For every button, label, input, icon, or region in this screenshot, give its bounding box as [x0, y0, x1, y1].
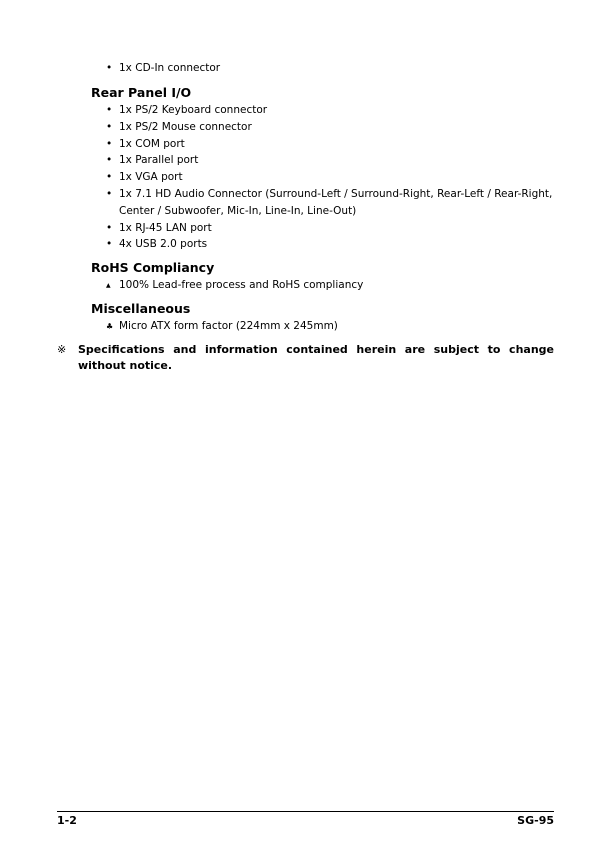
rohs-list: [106, 277, 363, 294]
list-item: [106, 169, 554, 186]
list-item-text: 1x RJ-45 LAN port: [119, 221, 212, 234]
list-item: [106, 102, 554, 119]
misc-list: [106, 318, 338, 335]
spec-notice: [57, 342, 554, 374]
list-item: [106, 236, 554, 253]
list-item-text: 1x PS/2 Keyboard connector: [119, 104, 268, 116]
reference-mark-icon: ※: [57, 343, 67, 356]
list-item-text: 1x 7.1 HD Audio Connector (Surround-Left / Surround-Right, Rear-Left / Rear-Right, Center / Subwoofer, Mic-In, Line-In, Line-Out): [119, 187, 553, 217]
list-item: [106, 136, 554, 153]
bullet-icon: [106, 119, 112, 136]
bullet-icon: [106, 186, 112, 203]
list-item-text: 1x COM port: [119, 137, 185, 150]
list-item: [106, 277, 363, 294]
list-item-text: 1x VGA port: [119, 171, 183, 184]
bullet-icon: [106, 220, 112, 237]
bullet-icon: [106, 60, 112, 77]
rohs-heading: RoHS Compliancy: [91, 260, 215, 275]
bullet-icon: [106, 102, 112, 119]
list-item: [106, 186, 554, 220]
footer-divider: [57, 811, 554, 812]
top-list: [106, 60, 220, 77]
bullet-icon: [106, 236, 112, 253]
triangle-bullet-icon: [106, 277, 111, 295]
bullet-icon: [106, 152, 112, 169]
spec-notice-text: Specifications and information contained herein are subject to change without notice.: [78, 343, 554, 372]
list-item: [106, 220, 554, 237]
list-item-text: Micro ATX form factor (224mm x 245mm): [119, 320, 338, 332]
list-item-text: 100% Lead-free process and RoHS compliancy: [119, 279, 364, 291]
list-item: [106, 60, 220, 77]
rear-panel-list: [106, 102, 554, 253]
list-item-text: 1x Parallel port: [119, 154, 199, 167]
bullet-icon: [106, 136, 112, 153]
club-bullet-icon: [106, 318, 113, 336]
misc-heading: Miscellaneous: [91, 301, 191, 316]
rear-panel-heading: Rear Panel I/O: [91, 85, 192, 100]
list-item: [106, 119, 554, 136]
page-number: 1-2: [57, 814, 77, 827]
list-item: [106, 152, 554, 169]
bullet-icon: [106, 169, 112, 186]
list-item: [106, 318, 338, 335]
model-name: SG-95: [517, 814, 554, 827]
list-item-text: 1x PS/2 Mouse connector: [119, 120, 252, 133]
list-item-text: 4x USB 2.0 ports: [119, 238, 208, 251]
list-item-text: 1x CD-In connector: [119, 62, 221, 74]
